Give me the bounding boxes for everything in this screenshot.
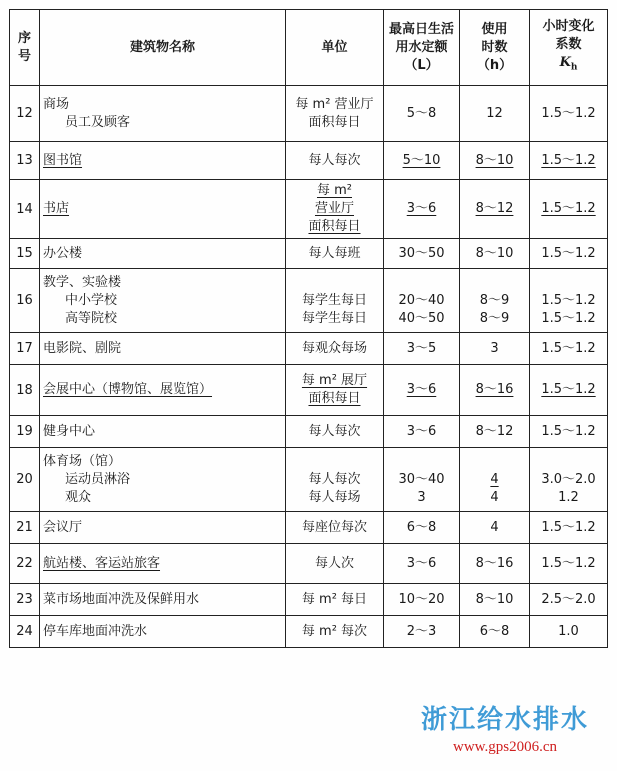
cell-name: 会展中心（博物馆、展览馆） <box>40 365 286 416</box>
cell-hours: 8～10 <box>460 239 530 269</box>
cell-unit: 每学生每日 每学生每日 <box>286 269 384 333</box>
cell-quota: 30～40 3 <box>384 448 460 512</box>
cell-coef: 1.5～1.2 <box>530 239 608 269</box>
table-row <box>10 448 608 512</box>
header-index: 序 号 <box>10 10 40 86</box>
cell-coef: 1.5～1.2 <box>530 512 608 544</box>
cell-unit: 每 m² 营业厅 面积每日 <box>286 86 384 142</box>
cell-coef: 1.5～1.2 <box>530 365 608 416</box>
table-row <box>10 544 608 584</box>
cell-hours: 8～16 <box>460 365 530 416</box>
cell-coef: 1.5～1.2 <box>530 86 608 142</box>
cell-coef: 1.5～1.2 <box>530 142 608 180</box>
cell-unit: 每人每班 <box>286 239 384 269</box>
cell-unit: 每人每次 <box>286 142 384 180</box>
cell-hours: 6～8 <box>460 616 530 648</box>
table-row <box>10 416 608 448</box>
water-quota-table <box>9 9 608 648</box>
cell-hours: 8～12 <box>460 180 530 239</box>
cell-coef: 1.5～1.2 1.5～1.2 <box>530 269 608 333</box>
row-index: 20 <box>10 448 40 512</box>
table-row <box>10 142 608 180</box>
watermark-title: 浙江给水排水 <box>420 705 589 735</box>
table-row <box>10 584 608 616</box>
header-hours: 使用 时数 （h） <box>460 10 530 86</box>
table-row <box>10 239 608 269</box>
cell-hours: 4 4 <box>460 448 530 512</box>
cell-hours: 8～16 <box>460 544 530 584</box>
cell-quota: 3～6 <box>384 544 460 584</box>
cell-name: 图书馆 <box>40 142 286 180</box>
header-unit: 单位 <box>286 10 384 86</box>
cell-coef: 1.5～1.2 <box>530 416 608 448</box>
cell-quota: 6～8 <box>384 512 460 544</box>
cell-hours: 8～9 8～9 <box>460 269 530 333</box>
cell-unit: 每 m² 每日 <box>286 584 384 616</box>
cell-quota: 2～3 <box>384 616 460 648</box>
header-coef: 小时变化 系数 $K_h$ <box>530 10 608 86</box>
table-row <box>10 365 608 416</box>
row-index: 18 <box>10 365 40 416</box>
cell-unit: 每人次 <box>286 544 384 584</box>
cell-name: 商场 员工及顾客 <box>40 86 286 142</box>
row-index: 23 <box>10 584 40 616</box>
header-name: 建筑物名称 <box>40 10 286 86</box>
cell-quota: 3～6 <box>384 180 460 239</box>
cell-quota: 3～6 <box>384 416 460 448</box>
row-index: 22 <box>10 544 40 584</box>
cell-quota: 3～6 <box>384 365 460 416</box>
row-index: 13 <box>10 142 40 180</box>
cell-quota: 5～10 <box>384 142 460 180</box>
cell-hours: 3 <box>460 333 530 365</box>
cell-name: 体育场（馆） 运动员淋浴 观众 <box>40 448 286 512</box>
cell-quota: 5～8 <box>384 86 460 142</box>
cell-name: 停车库地面冲洗水 <box>40 616 286 648</box>
cell-unit: 每人每次 <box>286 416 384 448</box>
cell-hours: 4 <box>460 512 530 544</box>
cell-coef: 1.5～1.2 <box>530 544 608 584</box>
cell-unit: 每观众每场 <box>286 333 384 365</box>
cell-quota: 10～20 <box>384 584 460 616</box>
cell-unit: 每 m² 营业厅 面积每日 <box>286 180 384 239</box>
cell-name: 书店 <box>40 180 286 239</box>
row-index: 12 <box>10 86 40 142</box>
table-row <box>10 616 608 648</box>
row-index: 16 <box>10 269 40 333</box>
cell-coef: 1.5～1.2 <box>530 180 608 239</box>
cell-coef: 3.0～2.0 1.2 <box>530 448 608 512</box>
table-body <box>10 86 608 648</box>
cell-unit: 每 m² 展厅 面积每日 <box>286 365 384 416</box>
table-row <box>10 333 608 365</box>
cell-hours: 12 <box>460 86 530 142</box>
row-index: 14 <box>10 180 40 239</box>
row-index: 24 <box>10 616 40 648</box>
cell-name: 办公楼 <box>40 239 286 269</box>
watermark-url: www.gps2006.cn <box>452 739 558 755</box>
cell-name: 会议厅 <box>40 512 286 544</box>
table-row <box>10 269 608 333</box>
cell-hours: 8～12 <box>460 416 530 448</box>
cell-name: 菜市场地面冲洗及保鲜用水 <box>40 584 286 616</box>
header-quota: 最高日生活 用水定额 （L） <box>384 10 460 86</box>
row-index: 17 <box>10 333 40 365</box>
cell-coef: 2.5～2.0 <box>530 584 608 616</box>
cell-name: 航站楼、客运站旅客 <box>40 544 286 584</box>
cell-quota: 3～5 <box>384 333 460 365</box>
cell-name: 电影院、剧院 <box>40 333 286 365</box>
cell-coef: 1.0 <box>530 616 608 648</box>
table-row <box>10 180 608 239</box>
watermark <box>405 703 605 757</box>
coef-symbol: $K_h$ <box>559 55 578 73</box>
table-row <box>10 86 608 142</box>
table-row <box>10 512 608 544</box>
cell-name: 教学、实验楼 中小学校 高等院校 <box>40 269 286 333</box>
cell-unit: 每 m² 每次 <box>286 616 384 648</box>
cell-quota: 20～40 40～50 <box>384 269 460 333</box>
cell-unit: 每人每次 每人每场 <box>286 448 384 512</box>
cell-name: 健身中心 <box>40 416 286 448</box>
cell-hours: 8～10 <box>460 584 530 616</box>
row-index: 21 <box>10 512 40 544</box>
row-index: 19 <box>10 416 40 448</box>
cell-hours: 8～10 <box>460 142 530 180</box>
cell-quota: 30～50 <box>384 239 460 269</box>
cell-unit: 每座位每次 <box>286 512 384 544</box>
cell-coef: 1.5～1.2 <box>530 333 608 365</box>
header-row <box>10 10 608 86</box>
row-index: 15 <box>10 239 40 269</box>
